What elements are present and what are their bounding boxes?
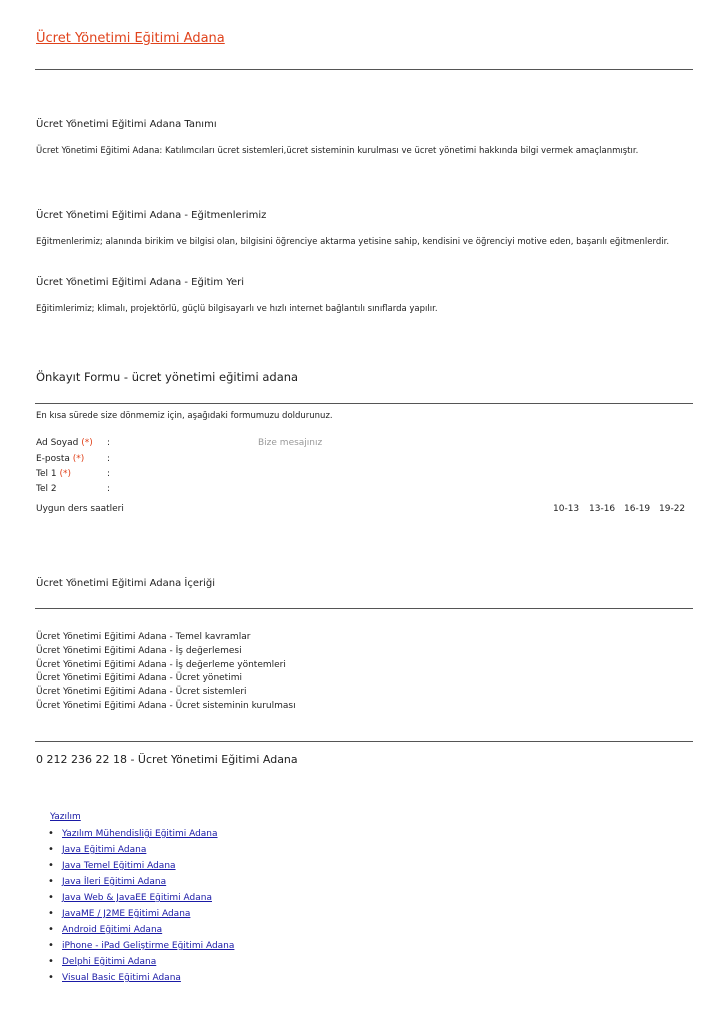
colon: : — [107, 469, 111, 479]
content-item: Ücret Yönetimi Eğitimi Adana - Ücret yönetimi — [36, 673, 242, 683]
list-item — [62, 922, 234, 938]
definition-text: Ücret Yönetimi Eğitimi Adana: Katılımcıları ücret sistemleri,ücret sisteminin kurulması ve ücret yönetimi hakkında bilgi vermek amaçlanmıştır. — [36, 146, 639, 156]
content-item: Ücret Yönetimi Eğitimi Adana - Temel kavramlar — [36, 632, 251, 642]
colon: : — [107, 484, 111, 494]
tel1-field-label: Tel 1 (*) — [36, 469, 71, 479]
list-item — [62, 938, 234, 954]
email-field-label: E-posta (*) — [36, 454, 85, 464]
tel2-field-label: Tel 2 — [36, 484, 57, 494]
list-item — [62, 858, 234, 874]
location-heading: Ücret Yönetimi Eğitimi Adana - Eğitim Yeri — [36, 277, 245, 288]
divider — [35, 741, 693, 742]
content-item: Ücret Yönetimi Eğitimi Adana - Ücret sisteminin kurulması — [36, 701, 296, 711]
list-item — [62, 826, 234, 842]
definition-heading: Ücret Yönetimi Eğitimi Adana Tanımı — [36, 119, 217, 130]
list-item — [62, 842, 234, 858]
hour-option[interactable]: 13-16 — [589, 504, 616, 514]
training-link[interactable]: iPhone - iPad Geliştirme Eğitimi Adana — [62, 941, 235, 951]
divider — [35, 69, 693, 70]
form-heading: Önkayıt Formu - ücret yönetimi eğitimi adana — [36, 370, 299, 384]
content-item: Ücret Yönetimi Eğitimi Adana - İş değerleme yöntemleri — [36, 660, 286, 670]
hour-option[interactable]: 19-22 — [659, 504, 686, 514]
message-textarea[interactable]: Bize mesajınız — [258, 438, 323, 448]
content-heading: Ücret Yönetimi Eğitimi Adana İçeriği — [36, 578, 215, 589]
training-link[interactable]: Delphi Eğitimi Adana — [62, 957, 157, 967]
divider — [35, 608, 693, 609]
training-link[interactable]: Java Temel Eğitimi Adana — [62, 861, 176, 871]
software-category-link[interactable]: Yazılım — [50, 812, 81, 822]
training-link[interactable]: Visual Basic Eğitimi Adana — [62, 973, 181, 983]
list-item — [62, 954, 234, 970]
form-intro: En kısa sürede size dönmemiz için, aşağıdaki formumuzu doldurunuz. — [36, 411, 333, 421]
hours-label: Uygun ders saatleri — [36, 504, 124, 514]
list-item — [62, 970, 234, 986]
hour-option[interactable]: 16-19 — [624, 504, 651, 514]
content-item: Ücret Yönetimi Eğitimi Adana - Ücret sistemleri — [36, 687, 247, 697]
hour-option[interactable]: 10-13 — [553, 504, 580, 514]
trainers-heading: Ücret Yönetimi Eğitimi Adana - Eğitmenlerimiz — [36, 210, 267, 221]
training-link[interactable]: Android Eğitimi Adana — [62, 925, 163, 935]
list-item — [62, 906, 234, 922]
phone-line: 0 212 236 22 18 - Ücret Yönetimi Eğitimi Adana — [36, 753, 298, 766]
trainers-text: Eğitmenlerimiz; alanında birikim ve bilgisi olan, bilgisini öğrenciye aktarma yetisine sahip, kendisini ve öğrenciyi motive eden, başarılı eğitmenlerdir. — [36, 237, 670, 247]
location-text: Eğitimlerimiz; klimalı, projektörlü, güçlü bilgisayarlı ve hızlı internet bağlantılı sınıflarda yapılır. — [36, 304, 438, 314]
colon: : — [107, 454, 111, 464]
training-link[interactable]: Yazılım Mühendisliği Eğitimi Adana — [62, 829, 218, 839]
colon: : — [107, 438, 111, 448]
training-links-list — [32, 826, 234, 986]
training-link[interactable]: Java İleri Eğitimi Adana — [62, 877, 167, 887]
page-title-link[interactable]: Ücret Yönetimi Eğitimi Adana — [36, 31, 225, 46]
training-link[interactable]: Java Web & JavaEE Eğitimi Adana — [62, 893, 212, 903]
list-item — [62, 890, 234, 906]
content-item: Ücret Yönetimi Eğitimi Adana - İş değerlemesi — [36, 646, 242, 656]
divider — [35, 403, 693, 404]
name-field-label: Ad Soyad (*) — [36, 438, 93, 448]
training-link[interactable]: JavaME / J2ME Eğitimi Adana — [62, 909, 191, 919]
training-link[interactable]: Java Eğitimi Adana — [62, 845, 147, 855]
list-item — [62, 874, 234, 890]
